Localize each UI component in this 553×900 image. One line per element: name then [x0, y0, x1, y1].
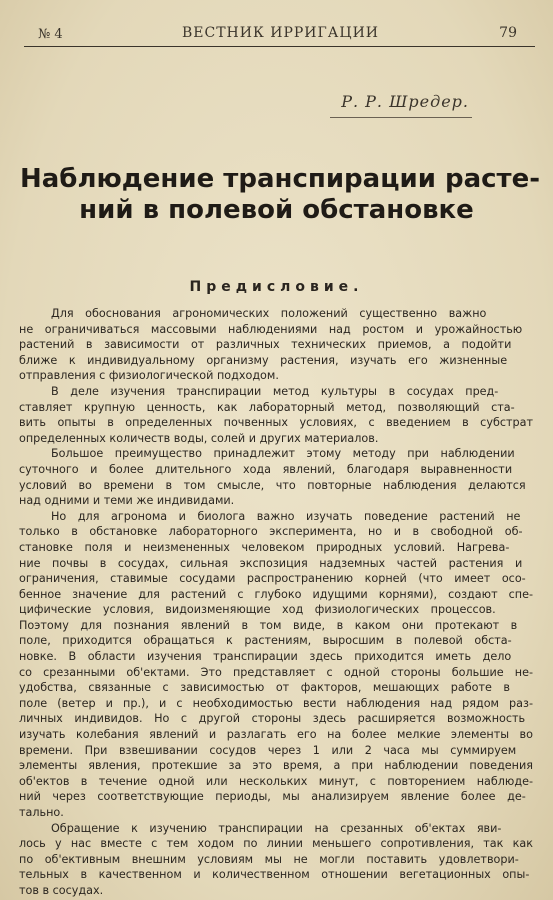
- text-line: по об'ективным внешним условиям мы не могли поставить удовлетвори-: [19, 852, 519, 866]
- text-line: растений в зависимости от различных технических приемов, а подойти: [19, 338, 512, 352]
- text-line: об'ектов в течение одной или нескольких минут, с повторением наблюде-: [19, 774, 533, 788]
- title-line-2: ний в полевой обстановке: [79, 195, 474, 225]
- text-line: поле, приходится обращаться к растениям, выросшим в полевой обста-: [19, 634, 512, 648]
- text-line: лось у нас вместе с тем ходом по линии меньшего сопротивления, так как: [19, 837, 533, 851]
- text-line: тально.: [19, 806, 64, 819]
- text-line: поле (ветер и пр.), и с необходимостью вести наблюдения над рядом раз-: [19, 696, 533, 710]
- text-line: цифические условия, видоизменяющие ход физиологических процессов.: [19, 603, 496, 617]
- paragraph: [19, 306, 533, 384]
- paragraph: [19, 509, 533, 821]
- text-line: ближе к индивидуальному организму растения, изучать его жизненные: [19, 353, 508, 367]
- header-rule: [24, 46, 535, 47]
- text-line: ограничения, ставимые сосудами распространению корней (что имеет осо-: [19, 572, 526, 586]
- text-line: времени. При взвешивании сосудов через 1 или 2 часа мы суммируем: [19, 743, 517, 757]
- text-line: становке поля и неизмененных человеком природных условий. Нагрева-: [19, 540, 510, 554]
- text-line: над одними и теми же индивидами.: [19, 494, 235, 508]
- text-line: суточного и более длительного хода явлений, благодаря выравненности: [19, 462, 513, 476]
- paragraph: [19, 446, 533, 508]
- text-line: ставляет крупную ценность, как лабораторный метод, позволяющий ста-: [19, 400, 515, 414]
- author-name: Р. Р. Шредер.: [341, 92, 469, 111]
- text-line: В деле изучения транспирации метод культуры в сосудах пред-: [51, 384, 499, 398]
- article-title: [20, 164, 541, 226]
- text-line: Но для агронома и биолога важно изучать поведение растений не: [51, 509, 521, 523]
- text-line: личных индивидов. Но с другой стороны здесь расширяется возможность: [19, 712, 526, 726]
- text-line: Большое преимущество принадлежит этому методу при наблюдении: [51, 447, 515, 461]
- author-underline: [330, 117, 472, 118]
- text-line: вить опыты в определенных почвенных условиях, с введением в субстрат: [19, 416, 533, 430]
- text-line: бенное значение для растений с глубоко идущими корнями), создают спе-: [19, 587, 533, 601]
- text-line: Поэтому для познания явлений в том виде, в каком они протекают в: [19, 618, 518, 632]
- issue-number: № 4: [38, 27, 63, 42]
- text-line: Для обоснования агрономических положений существенно важно: [51, 307, 487, 320]
- section-heading: Предисловие.: [189, 279, 364, 295]
- page-number: 79: [499, 25, 517, 41]
- text-line: тов в сосудах.: [19, 883, 104, 897]
- text-line: условий во времени в том смысле, что повторные наблюдения делаются: [19, 478, 526, 492]
- text-line: изучать колебания явлений и разлагать его на более мелкие элементы во: [19, 728, 533, 742]
- journal-title: ВЕСТНИК ИРРИГАЦИИ: [181, 25, 380, 41]
- paragraph: [19, 821, 533, 899]
- text-line: определенных количеств воды, солей и других материалов.: [19, 431, 379, 445]
- text-line: не ограничиваться массовыми наблюдениями над ростом и урожайностью: [19, 322, 523, 336]
- text-line: новке. В области изучения транспирации здесь приходится иметь дело: [19, 650, 512, 664]
- text-line: со срезанными об'ектами. Это представляет с одной стороны большие не-: [19, 665, 533, 679]
- text-line: тельных в качественном и количественном отношении вегетационных опы-: [19, 868, 530, 882]
- running-head: [30, 22, 531, 44]
- text-line: Обращение к изучению транспирации на срезанных об'ектах яви-: [51, 821, 502, 835]
- text-line: только в обстановке лабораторного эксперимента, но и в свободной об-: [19, 525, 523, 539]
- text-line: элементы явления, протекшие за это время, а при наблюдении поведения: [19, 759, 533, 773]
- text-line: ний через соответствующие периоды, мы анализируем явление более де-: [19, 790, 526, 804]
- text-line: удобства, связанные с зависимостью от факторов, мешающих работе в: [19, 681, 511, 695]
- text-line: ние почвы в сосудах, сильная экспозиция надземных частей растения и: [19, 556, 523, 570]
- text-line: отправления с физиологической подходом.: [19, 369, 279, 383]
- paragraph: [19, 384, 533, 446]
- title-line-1: Наблюдение транспирации расте-: [20, 164, 541, 194]
- article-body: [19, 306, 533, 899]
